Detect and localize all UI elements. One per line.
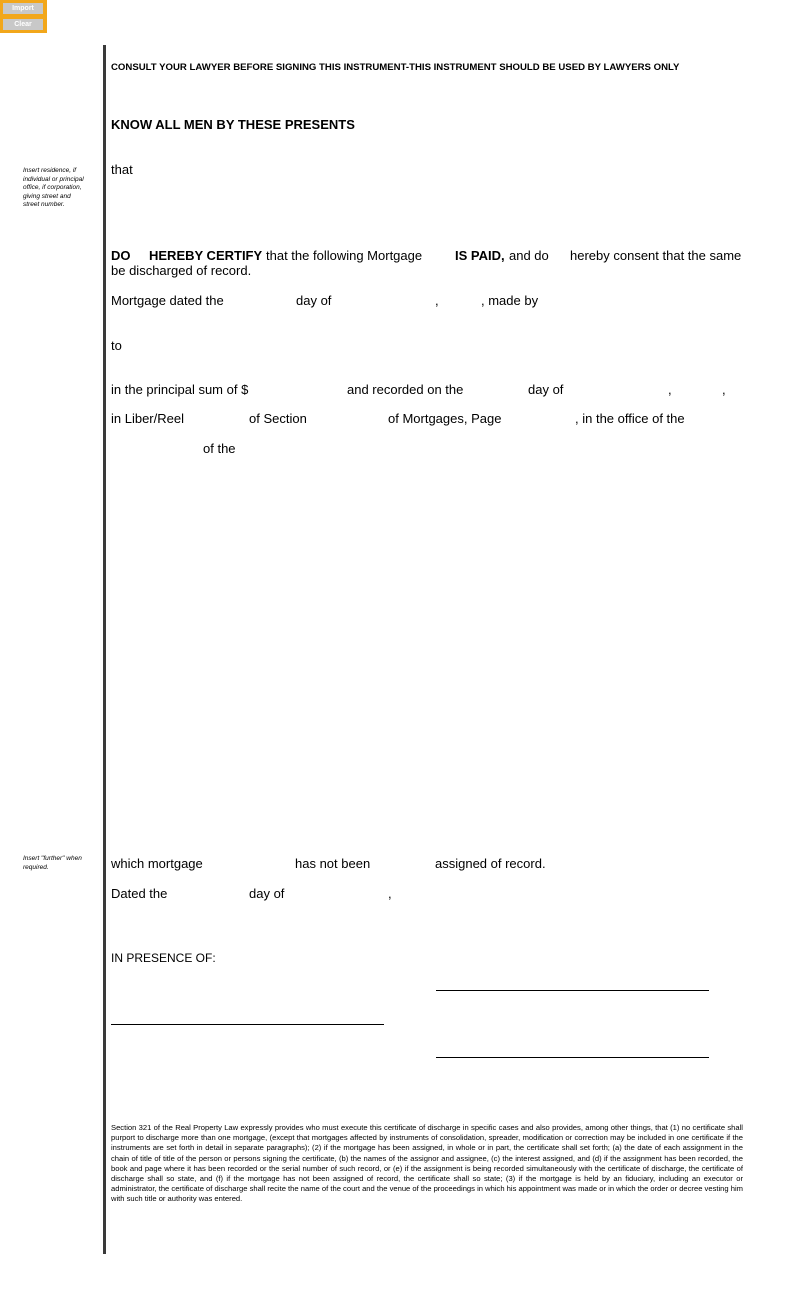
comma-label: , bbox=[435, 293, 439, 308]
margin-note-further: Insert "further" when required. bbox=[23, 855, 82, 871]
office-of-the-label: , in the office of the bbox=[575, 411, 685, 426]
principal-sum-label: in the principal sum of $ bbox=[111, 382, 249, 397]
mortgages-page-label: of Mortgages, Page bbox=[388, 411, 502, 426]
signature-line-2[interactable] bbox=[436, 1057, 709, 1058]
do-label: DO bbox=[111, 248, 131, 263]
dated-the-label: Dated the bbox=[111, 886, 168, 901]
assigned-of-record-label: assigned of record. bbox=[435, 856, 546, 871]
dated-day-of-label: day of bbox=[249, 886, 285, 901]
document-heading: KNOW ALL MEN BY THESE PRESENTS bbox=[111, 117, 355, 132]
hereby-certify-label: HEREBY CERTIFY bbox=[149, 248, 263, 263]
of-the-label: of the bbox=[203, 441, 236, 456]
is-paid-label: IS PAID, bbox=[455, 248, 505, 263]
discharged-text: be discharged of record. bbox=[111, 263, 252, 278]
to-label: to bbox=[111, 338, 122, 353]
recorded-comma-1: , bbox=[668, 382, 672, 397]
of-section-label: of Section bbox=[249, 411, 307, 426]
recorded-day-of-label: day of bbox=[528, 382, 564, 397]
mortgage-dated-label: Mortgage dated the bbox=[111, 293, 224, 308]
consent-text: hereby consent that the same bbox=[570, 248, 742, 263]
dated-comma: , bbox=[388, 886, 392, 901]
clear-button[interactable]: Clear bbox=[3, 19, 43, 30]
import-button[interactable]: Import bbox=[3, 3, 43, 14]
recorded-comma-2: , bbox=[722, 382, 726, 397]
and-do-text: and do bbox=[509, 248, 549, 263]
recorded-on-label: and recorded on the bbox=[347, 382, 464, 397]
in-presence-of-label: IN PRESENCE OF: bbox=[111, 951, 216, 965]
day-of-label: day of bbox=[296, 293, 332, 308]
has-not-been-label: has not been bbox=[295, 856, 371, 871]
margin-rule bbox=[103, 45, 106, 1254]
lawyer-warning: CONSULT YOUR LAWYER BEFORE SIGNING THIS INSTRUMENT-THIS INSTRUMENT SHOULD BE USED BY LAWYERS ONLY bbox=[111, 62, 680, 73]
liber-reel-label: in Liber/Reel bbox=[111, 411, 184, 426]
made-by-label: , made by bbox=[481, 293, 539, 308]
following-mortgage-text: that the following Mortgage bbox=[266, 248, 423, 263]
that-label: that bbox=[111, 162, 133, 177]
toolbar bbox=[0, 0, 47, 33]
signature-line-1[interactable] bbox=[436, 990, 709, 991]
section-321-footnote: Section 321 of the Real Property Law expressly provides who must execute this certificate of discharge in specific cases and also provides, among other things, that (1) no certificate shall purport to discharge more than one mortgage, (except that mortgages affected by instruments of consolidation, spreader, modification or correction may be included in one certificate if the instruments are set forth in detail in separate paragraphs); (2) if the mortgage has been assigned, in whole or in part, the certificate shall set forth; (a) the date of each assignment in the chain of title of title of the person or persons signing the certificate, (b) the names of the assignor and assignee, (c) the interest assigned, and (d) if the assignment has been recorded, the book and page where it has been recorded or the serial number of such record, or (e) if the assignment is being recorded simultaneously with the certificate of discharge, the certificate of discharge shall so state, and (f) if the mortgage has not been assigned of record, the certificate shall so state; (3) if the mortgage is held by an fiduciary, including an executor or administrator, the certificate of discharge shall recite the name of the court and the venue of the proceedings in which his appointment was made or in which the order or decree vesting him with such title or authority was entered. bbox=[111, 1123, 743, 1204]
which-mortgage-label: which mortgage bbox=[111, 856, 203, 871]
margin-note-residence: Insert residence, if individual or principal office, if corporation, giving street and street number. bbox=[23, 167, 84, 208]
witness-signature-line[interactable] bbox=[111, 1024, 384, 1025]
